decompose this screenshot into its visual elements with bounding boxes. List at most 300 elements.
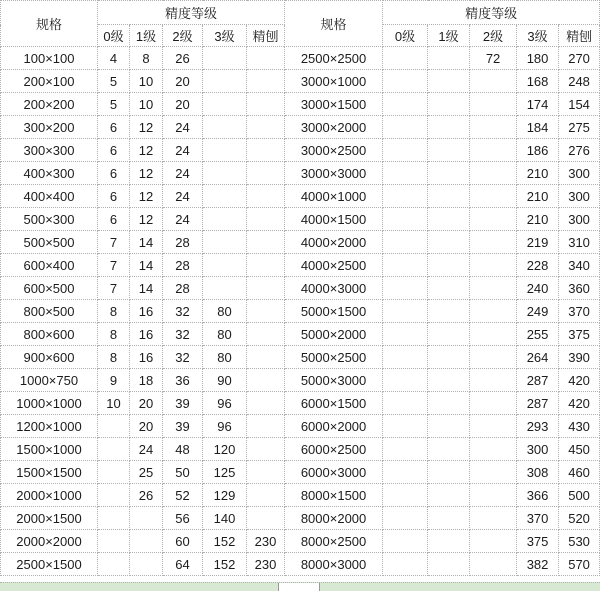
col-header-grade-0-right: 0级: [383, 25, 428, 47]
value-cell: [470, 438, 517, 461]
table-row: [1, 300, 600, 323]
spec-cell: 3000×1000: [285, 70, 383, 93]
value-cell: 366: [517, 484, 559, 507]
value-cell: 6: [98, 185, 130, 208]
value-cell: 28: [163, 231, 203, 254]
value-cell: 18: [130, 369, 163, 392]
value-cell: 32: [163, 300, 203, 323]
value-cell: [247, 507, 285, 530]
spec-cell: 400×400: [1, 185, 98, 208]
value-cell: [470, 507, 517, 530]
value-cell: 152: [203, 553, 247, 576]
table-row: [1, 231, 600, 254]
value-cell: 8: [98, 300, 130, 323]
value-cell: 210: [517, 162, 559, 185]
value-cell: [470, 277, 517, 300]
value-cell: 184: [517, 116, 559, 139]
spec-cell: 600×400: [1, 254, 98, 277]
value-cell: 8: [98, 323, 130, 346]
col-header-grade-1-left: 1级: [130, 25, 163, 47]
value-cell: 308: [517, 461, 559, 484]
value-cell: [247, 116, 285, 139]
spec-cell: 2000×1000: [1, 484, 98, 507]
value-cell: [383, 47, 428, 70]
value-cell: [203, 47, 247, 70]
value-cell: 24: [130, 438, 163, 461]
value-cell: 16: [130, 323, 163, 346]
spec-cell: 8000×1500: [285, 484, 383, 507]
value-cell: [383, 461, 428, 484]
spec-cell: 400×300: [1, 162, 98, 185]
value-cell: 12: [130, 208, 163, 231]
value-cell: [203, 231, 247, 254]
spec-cell: 500×300: [1, 208, 98, 231]
value-cell: [470, 254, 517, 277]
table-row: [1, 254, 600, 277]
spec-cell: 3000×2000: [285, 116, 383, 139]
value-cell: [383, 369, 428, 392]
value-cell: 80: [203, 300, 247, 323]
value-cell: 382: [517, 553, 559, 576]
value-cell: [383, 438, 428, 461]
table-row: [1, 47, 600, 70]
value-cell: 530: [559, 530, 600, 553]
value-cell: 6: [98, 208, 130, 231]
spec-cell: 4000×1000: [285, 185, 383, 208]
value-cell: 230: [247, 530, 285, 553]
spec-cell: 800×600: [1, 323, 98, 346]
value-cell: [247, 139, 285, 162]
value-cell: [383, 323, 428, 346]
spec-cell: 2500×2500: [285, 47, 383, 70]
value-cell: 4: [98, 47, 130, 70]
value-cell: [383, 553, 428, 576]
value-cell: 228: [517, 254, 559, 277]
value-cell: [247, 47, 285, 70]
value-cell: 20: [130, 392, 163, 415]
spec-cell: 1200×1000: [1, 415, 98, 438]
value-cell: [98, 553, 130, 576]
value-cell: [428, 47, 470, 70]
value-cell: [470, 392, 517, 415]
value-cell: 12: [130, 185, 163, 208]
spec-cell: 1500×1500: [1, 461, 98, 484]
value-cell: 293: [517, 415, 559, 438]
value-cell: [383, 300, 428, 323]
value-cell: 8: [130, 47, 163, 70]
spec-cell: 4000×2000: [285, 231, 383, 254]
value-cell: [428, 323, 470, 346]
value-cell: 80: [203, 323, 247, 346]
value-cell: [203, 254, 247, 277]
value-cell: [470, 162, 517, 185]
spec-cell: 8000×2500: [285, 530, 383, 553]
spec-cell: 2500×1500: [1, 553, 98, 576]
col-header-grade-3-left: 3级: [203, 25, 247, 47]
value-cell: 60: [163, 530, 203, 553]
table-row: [1, 93, 600, 116]
spec-cell: 1000×1000: [1, 392, 98, 415]
value-cell: [130, 530, 163, 553]
col-header-grade-group-left: 精度等级: [98, 1, 285, 25]
value-cell: [428, 277, 470, 300]
value-cell: 20: [130, 415, 163, 438]
table-row: [1, 185, 600, 208]
value-cell: 210: [517, 208, 559, 231]
value-cell: 500: [559, 484, 600, 507]
value-cell: [428, 254, 470, 277]
spec-cell: 5000×2000: [285, 323, 383, 346]
value-cell: 249: [517, 300, 559, 323]
value-cell: [247, 415, 285, 438]
value-cell: [470, 484, 517, 507]
value-cell: 300: [517, 438, 559, 461]
value-cell: [247, 438, 285, 461]
table-row: [1, 346, 600, 369]
value-cell: [383, 277, 428, 300]
value-cell: 32: [163, 323, 203, 346]
spec-cell: 6000×2500: [285, 438, 383, 461]
spec-cell: 3000×2500: [285, 139, 383, 162]
col-header-grade-3-right: 3级: [517, 25, 559, 47]
spec-cell: 6000×1500: [285, 392, 383, 415]
value-cell: 6: [98, 162, 130, 185]
value-cell: 230: [247, 553, 285, 576]
col-header-grade-1-right: 1级: [428, 25, 470, 47]
value-cell: 140: [203, 507, 247, 530]
value-cell: [428, 369, 470, 392]
value-cell: 24: [163, 185, 203, 208]
value-cell: [383, 139, 428, 162]
value-cell: 180: [517, 47, 559, 70]
strip-notch: [278, 583, 320, 591]
value-cell: [470, 208, 517, 231]
spec-cell: 1500×1000: [1, 438, 98, 461]
value-cell: 7: [98, 277, 130, 300]
spec-cell: 3000×3000: [285, 162, 383, 185]
table-row: [1, 70, 600, 93]
value-cell: [203, 139, 247, 162]
value-cell: 32: [163, 346, 203, 369]
table-row: [1, 415, 600, 438]
value-cell: [470, 93, 517, 116]
value-cell: 219: [517, 231, 559, 254]
value-cell: [470, 346, 517, 369]
value-cell: 5: [98, 70, 130, 93]
value-cell: [383, 530, 428, 553]
col-header-spec-right: 规格: [285, 1, 383, 47]
value-cell: [247, 300, 285, 323]
value-cell: [428, 208, 470, 231]
table-row: [1, 139, 600, 162]
value-cell: [470, 530, 517, 553]
value-cell: 9: [98, 369, 130, 392]
value-cell: 275: [559, 116, 600, 139]
value-cell: [130, 507, 163, 530]
value-cell: 14: [130, 277, 163, 300]
value-cell: [383, 346, 428, 369]
value-cell: [247, 162, 285, 185]
value-cell: [383, 208, 428, 231]
value-cell: [470, 415, 517, 438]
value-cell: 420: [559, 369, 600, 392]
value-cell: [247, 484, 285, 507]
value-cell: [383, 185, 428, 208]
value-cell: 255: [517, 323, 559, 346]
value-cell: [247, 208, 285, 231]
value-cell: [428, 553, 470, 576]
value-cell: 28: [163, 254, 203, 277]
value-cell: 152: [203, 530, 247, 553]
value-cell: [247, 277, 285, 300]
table-row: [1, 323, 600, 346]
value-cell: [247, 70, 285, 93]
value-cell: 520: [559, 507, 600, 530]
value-cell: [428, 392, 470, 415]
value-cell: 154: [559, 93, 600, 116]
value-cell: [470, 231, 517, 254]
value-cell: 430: [559, 415, 600, 438]
value-cell: 96: [203, 392, 247, 415]
value-cell: [428, 346, 470, 369]
value-cell: [383, 231, 428, 254]
value-cell: 186: [517, 139, 559, 162]
value-cell: [98, 438, 130, 461]
value-cell: 6: [98, 139, 130, 162]
value-cell: [98, 507, 130, 530]
table-row: [1, 208, 600, 231]
col-header-grade-group-right: 精度等级: [383, 1, 600, 25]
table-row: [1, 116, 600, 139]
value-cell: [203, 185, 247, 208]
value-cell: [98, 415, 130, 438]
value-cell: 460: [559, 461, 600, 484]
value-cell: 20: [163, 93, 203, 116]
value-cell: 26: [163, 47, 203, 70]
value-cell: [428, 139, 470, 162]
table-row: [1, 162, 600, 185]
value-cell: [470, 116, 517, 139]
spec-cell: 4000×1500: [285, 208, 383, 231]
spec-cell: 100×100: [1, 47, 98, 70]
value-cell: 210: [517, 185, 559, 208]
value-cell: 125: [203, 461, 247, 484]
value-cell: [428, 162, 470, 185]
header-group-row: [1, 1, 600, 25]
value-cell: 264: [517, 346, 559, 369]
value-cell: 39: [163, 392, 203, 415]
value-cell: 310: [559, 231, 600, 254]
col-header-grade-2-right: 2级: [470, 25, 517, 47]
value-cell: 50: [163, 461, 203, 484]
value-cell: 120: [203, 438, 247, 461]
value-cell: 375: [559, 323, 600, 346]
value-cell: [470, 369, 517, 392]
value-cell: 375: [517, 530, 559, 553]
value-cell: 340: [559, 254, 600, 277]
value-cell: 360: [559, 277, 600, 300]
value-cell: 72: [470, 47, 517, 70]
value-cell: [203, 208, 247, 231]
bottom-green-strip: [0, 582, 600, 591]
value-cell: 24: [163, 116, 203, 139]
value-cell: 56: [163, 507, 203, 530]
table-row: [1, 461, 600, 484]
col-header-grade-4-right: 精刨: [559, 25, 600, 47]
value-cell: [383, 93, 428, 116]
spec-cell: 900×600: [1, 346, 98, 369]
value-cell: 276: [559, 139, 600, 162]
value-cell: 10: [130, 70, 163, 93]
value-cell: [98, 461, 130, 484]
value-cell: 20: [163, 70, 203, 93]
table-row: [1, 277, 600, 300]
col-header-spec-left: 规格: [1, 1, 98, 47]
value-cell: [247, 369, 285, 392]
value-cell: [203, 162, 247, 185]
value-cell: [130, 553, 163, 576]
spec-cell: 6000×2000: [285, 415, 383, 438]
value-cell: 14: [130, 254, 163, 277]
col-header-grade-4-left: 精刨: [247, 25, 285, 47]
col-header-grade-2-left: 2级: [163, 25, 203, 47]
value-cell: 8: [98, 346, 130, 369]
value-cell: [470, 139, 517, 162]
value-cell: [247, 185, 285, 208]
value-cell: 270: [559, 47, 600, 70]
spec-cell: 8000×3000: [285, 553, 383, 576]
table-row: [1, 438, 600, 461]
value-cell: [470, 70, 517, 93]
value-cell: [203, 116, 247, 139]
value-cell: [428, 185, 470, 208]
spec-cell: 200×200: [1, 93, 98, 116]
value-cell: [203, 70, 247, 93]
table-row: [1, 392, 600, 415]
value-cell: 7: [98, 231, 130, 254]
value-cell: 64: [163, 553, 203, 576]
value-cell: [428, 484, 470, 507]
col-header-grade-0-left: 0级: [98, 25, 130, 47]
value-cell: [470, 323, 517, 346]
value-cell: [247, 323, 285, 346]
value-cell: [98, 530, 130, 553]
value-cell: [428, 70, 470, 93]
value-cell: [247, 346, 285, 369]
value-cell: 287: [517, 392, 559, 415]
value-cell: [428, 231, 470, 254]
value-cell: 7: [98, 254, 130, 277]
value-cell: 39: [163, 415, 203, 438]
value-cell: 370: [517, 507, 559, 530]
value-cell: 420: [559, 392, 600, 415]
spec-cell: 6000×3000: [285, 461, 383, 484]
value-cell: 14: [130, 231, 163, 254]
value-cell: 52: [163, 484, 203, 507]
value-cell: 370: [559, 300, 600, 323]
value-cell: 6: [98, 116, 130, 139]
value-cell: 10: [130, 93, 163, 116]
value-cell: [428, 116, 470, 139]
value-cell: [247, 254, 285, 277]
value-cell: 390: [559, 346, 600, 369]
spec-cell: 4000×2500: [285, 254, 383, 277]
value-cell: 240: [517, 277, 559, 300]
spec-cell: 300×300: [1, 139, 98, 162]
value-cell: [247, 93, 285, 116]
value-cell: 26: [130, 484, 163, 507]
value-cell: [383, 507, 428, 530]
value-cell: [383, 415, 428, 438]
table-row: [1, 530, 600, 553]
spec-cell: 5000×2500: [285, 346, 383, 369]
value-cell: 28: [163, 277, 203, 300]
spec-cell: 600×500: [1, 277, 98, 300]
value-cell: [428, 530, 470, 553]
value-cell: [383, 70, 428, 93]
value-cell: 25: [130, 461, 163, 484]
value-cell: [383, 162, 428, 185]
value-cell: 300: [559, 162, 600, 185]
table-row: [1, 484, 600, 507]
value-cell: 12: [130, 139, 163, 162]
spec-cell: 800×500: [1, 300, 98, 323]
value-cell: 24: [163, 139, 203, 162]
value-cell: 24: [163, 208, 203, 231]
value-cell: 300: [559, 208, 600, 231]
value-cell: [428, 438, 470, 461]
value-cell: 80: [203, 346, 247, 369]
value-cell: 24: [163, 162, 203, 185]
value-cell: [470, 461, 517, 484]
value-cell: 5: [98, 93, 130, 116]
spec-cell: 2000×2000: [1, 530, 98, 553]
table-row: [1, 369, 600, 392]
value-cell: [383, 484, 428, 507]
spec-cell: 3000×1500: [285, 93, 383, 116]
value-cell: 90: [203, 369, 247, 392]
value-cell: [428, 507, 470, 530]
value-cell: 287: [517, 369, 559, 392]
value-cell: [470, 553, 517, 576]
value-cell: [428, 93, 470, 116]
spec-cell: 5000×3000: [285, 369, 383, 392]
value-cell: 248: [559, 70, 600, 93]
value-cell: [203, 93, 247, 116]
value-cell: [98, 484, 130, 507]
spec-cell: 5000×1500: [285, 300, 383, 323]
value-cell: 16: [130, 300, 163, 323]
value-cell: [383, 392, 428, 415]
value-cell: [428, 461, 470, 484]
spec-cell: 2000×1500: [1, 507, 98, 530]
value-cell: 16: [130, 346, 163, 369]
value-cell: 48: [163, 438, 203, 461]
value-cell: 12: [130, 116, 163, 139]
value-cell: 10: [98, 392, 130, 415]
value-cell: 168: [517, 70, 559, 93]
value-cell: [383, 116, 428, 139]
value-cell: [470, 300, 517, 323]
spec-cell: 500×500: [1, 231, 98, 254]
value-cell: 12: [130, 162, 163, 185]
table-row: [1, 553, 600, 576]
value-cell: [247, 392, 285, 415]
spec-cell: 4000×3000: [285, 277, 383, 300]
value-cell: [470, 185, 517, 208]
value-cell: [203, 277, 247, 300]
value-cell: 96: [203, 415, 247, 438]
